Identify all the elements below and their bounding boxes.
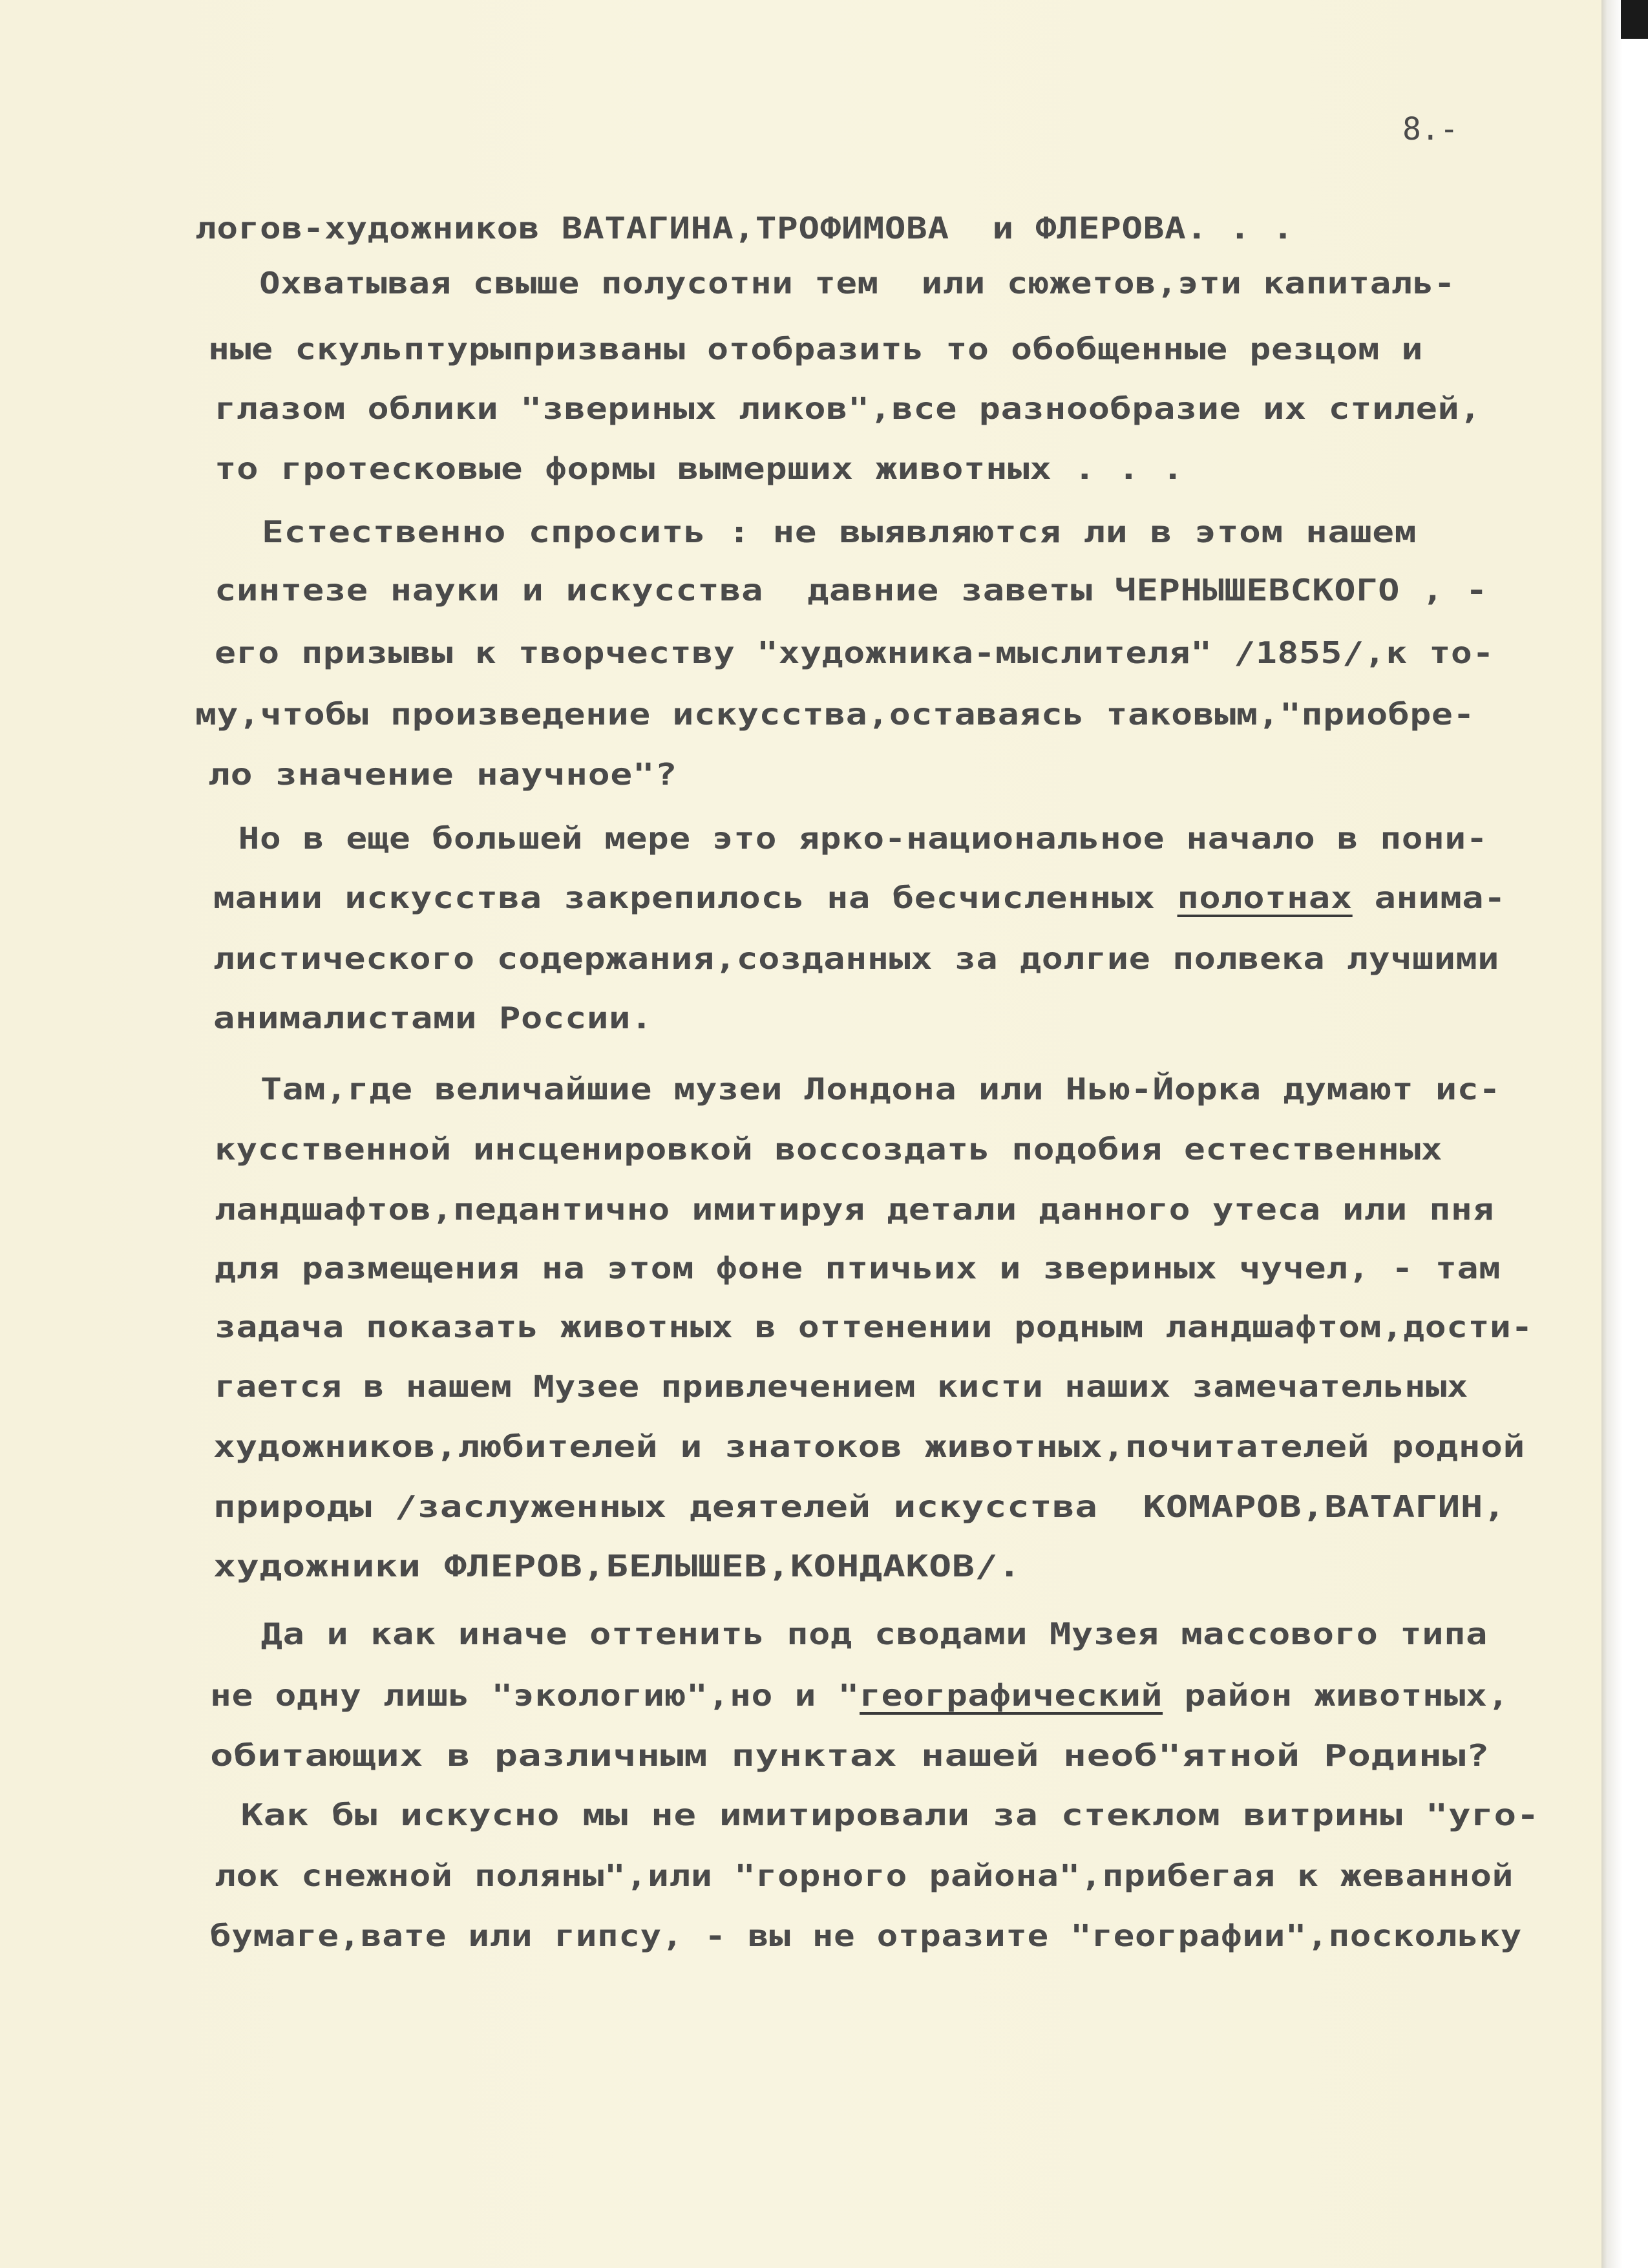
page-edge (1601, 0, 1648, 2268)
text-line: ные скульптурыпризваны отобразить то обобщенные резцом и (208, 332, 1423, 366)
text-segment: мании искусства закрепилось на бесчисленных (213, 880, 1178, 915)
text-line: его призывы к творчеству "художника-мыслителя" /1855/,к то- (215, 635, 1495, 670)
text-segment: район животных, (1163, 1678, 1510, 1713)
text-line: бумаге,вате или гипсу, - вы не отразите "географии",поскольку (210, 1918, 1522, 1953)
text-line: листического содержания,созданных за долгие полвека лучшими (213, 941, 1500, 976)
underlined-word: географический (860, 1678, 1163, 1713)
text-line: Как бы искусно мы не имитировали за стеклом витрины "уго- (195, 1797, 1540, 1832)
underlined-word: полотнах (1177, 880, 1353, 915)
text-segment: анима- (1352, 880, 1506, 915)
text-line (213, 880, 1506, 915)
text-line: гается в нашем Музее привлечением кисти наших замечательных (215, 1369, 1468, 1404)
text-line: ландшафтов,педантично имитируя детали данного утеса или пня (215, 1192, 1495, 1227)
text-line: Но в еще большей мере это ярко-национальное начало в пони- (195, 821, 1488, 856)
text-line: глазом облики "звериных ликов",все разнообразие их стилей, (215, 391, 1482, 426)
page-number: 8.- (1402, 111, 1459, 147)
text-line: му,чтобы произведение искусства,оставаясь таковым,"приобре- (195, 697, 1475, 732)
text-line: логов-художников ВАТАГИНА,ТРОФИМОВА и ФЛЕРОВА. . . (195, 211, 1294, 246)
text-line: ло значение научное"? (208, 757, 678, 792)
text-line: то гротесковые формы вымерших животных . . . (215, 451, 1184, 486)
text-line: обитающих в различным пунктах нашей необ"ятной Родины? (210, 1738, 1490, 1773)
text-line: кусственной инсценировкой воссоздать подобия естественных (215, 1132, 1443, 1167)
text-line: анималистами России. (213, 1001, 653, 1035)
text-line: Да и как иначе оттенить под сводами Музея массового типа (195, 1616, 1488, 1651)
text-line: природы /заслуженных деятелей искусства КОМАРОВ,ВАТАГИН, (213, 1489, 1506, 1524)
text-line: лок снежной поляны",или "горного района",прибегая к жеванной (215, 1858, 1514, 1893)
text-line: задача показать животных в оттенении родным ландшафтом,дости- (215, 1309, 1533, 1344)
text-line: художники ФЛЕРОВ,БЕЛЫШЕВ,КОНДАКОВ/. (213, 1549, 1021, 1584)
scan-border (1621, 0, 1648, 39)
text-line: синтезе науки и искусства давние заветы ЧЕРНЫШЕВСКОГО , - (215, 573, 1488, 608)
text-line: Естественно спросить : не выявляются ли в этом нашем (195, 514, 1417, 549)
text-line: Охватывая свыше полусотни тем или сюжетов,эти капиталь- (195, 266, 1455, 301)
text-line: художников,любителей и знатоков животных,почитателей родной (213, 1429, 1525, 1464)
text-segment: не одну лишь "экологию",но и " (210, 1678, 860, 1713)
text-line: для размещения на этом фоне птичьих и звериных чучел, - там (215, 1251, 1501, 1286)
text-line: Там,где величайшие музеи Лондона или Нью-Йорка думают ис- (195, 1072, 1501, 1107)
text-line (210, 1678, 1510, 1713)
